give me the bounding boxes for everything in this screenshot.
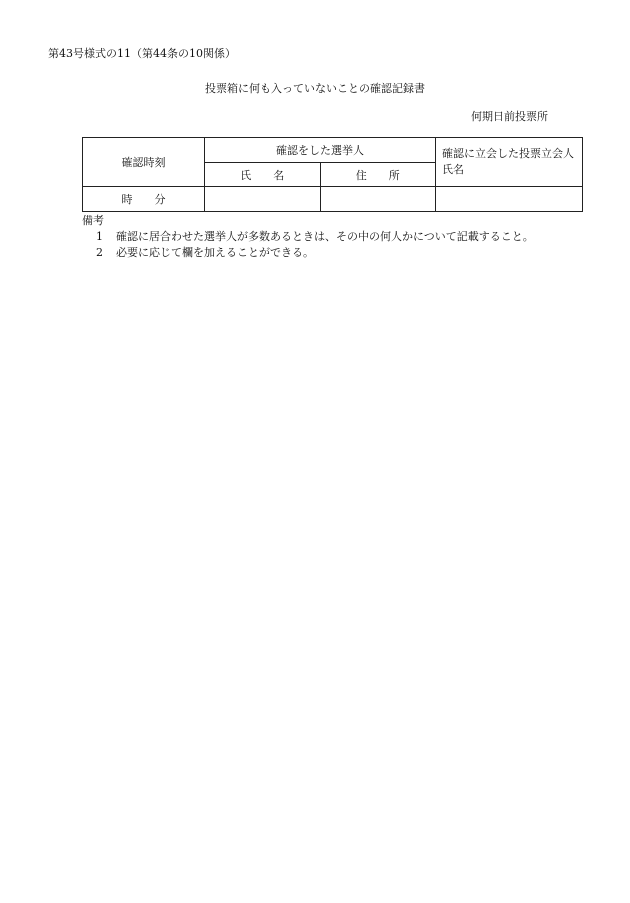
note-number: 1 (96, 230, 103, 243)
note-text: 必要に応じて欄を加えることができる。 (116, 246, 314, 259)
list-item (82, 229, 534, 245)
table-row (83, 187, 583, 212)
voter-name-field[interactable] (205, 187, 321, 212)
confirmation-record-table (82, 137, 583, 212)
time-field[interactable]: 時 分 (83, 187, 205, 212)
voter-address-field[interactable] (320, 187, 436, 212)
header-voter-name: 氏 名 (205, 163, 321, 187)
witness-name-field[interactable] (436, 187, 583, 212)
remarks (82, 213, 534, 261)
header-voter-address: 住 所 (320, 163, 436, 187)
polling-station-name: 何期日前投票所 (471, 110, 548, 123)
header-confirmation-time: 確認時刻 (83, 138, 205, 187)
note-number: 2 (96, 246, 103, 259)
header-confirming-voter: 確認をした選挙人 (205, 138, 436, 163)
remarks-heading: 備考 (82, 214, 104, 227)
document-title: 投票箱に何も入っていないことの確認記録書 (205, 82, 425, 95)
form-number: 第43号様式の11（第44条の10関係） (48, 47, 236, 60)
note-text: 確認に居合わせた選挙人が多数あるときは、その中の何人かについて記載すること。 (116, 230, 534, 243)
table-header-row (83, 138, 583, 163)
list-item (82, 245, 534, 261)
header-witness-name: 確認に立会した投票立会人氏名 (436, 138, 583, 187)
